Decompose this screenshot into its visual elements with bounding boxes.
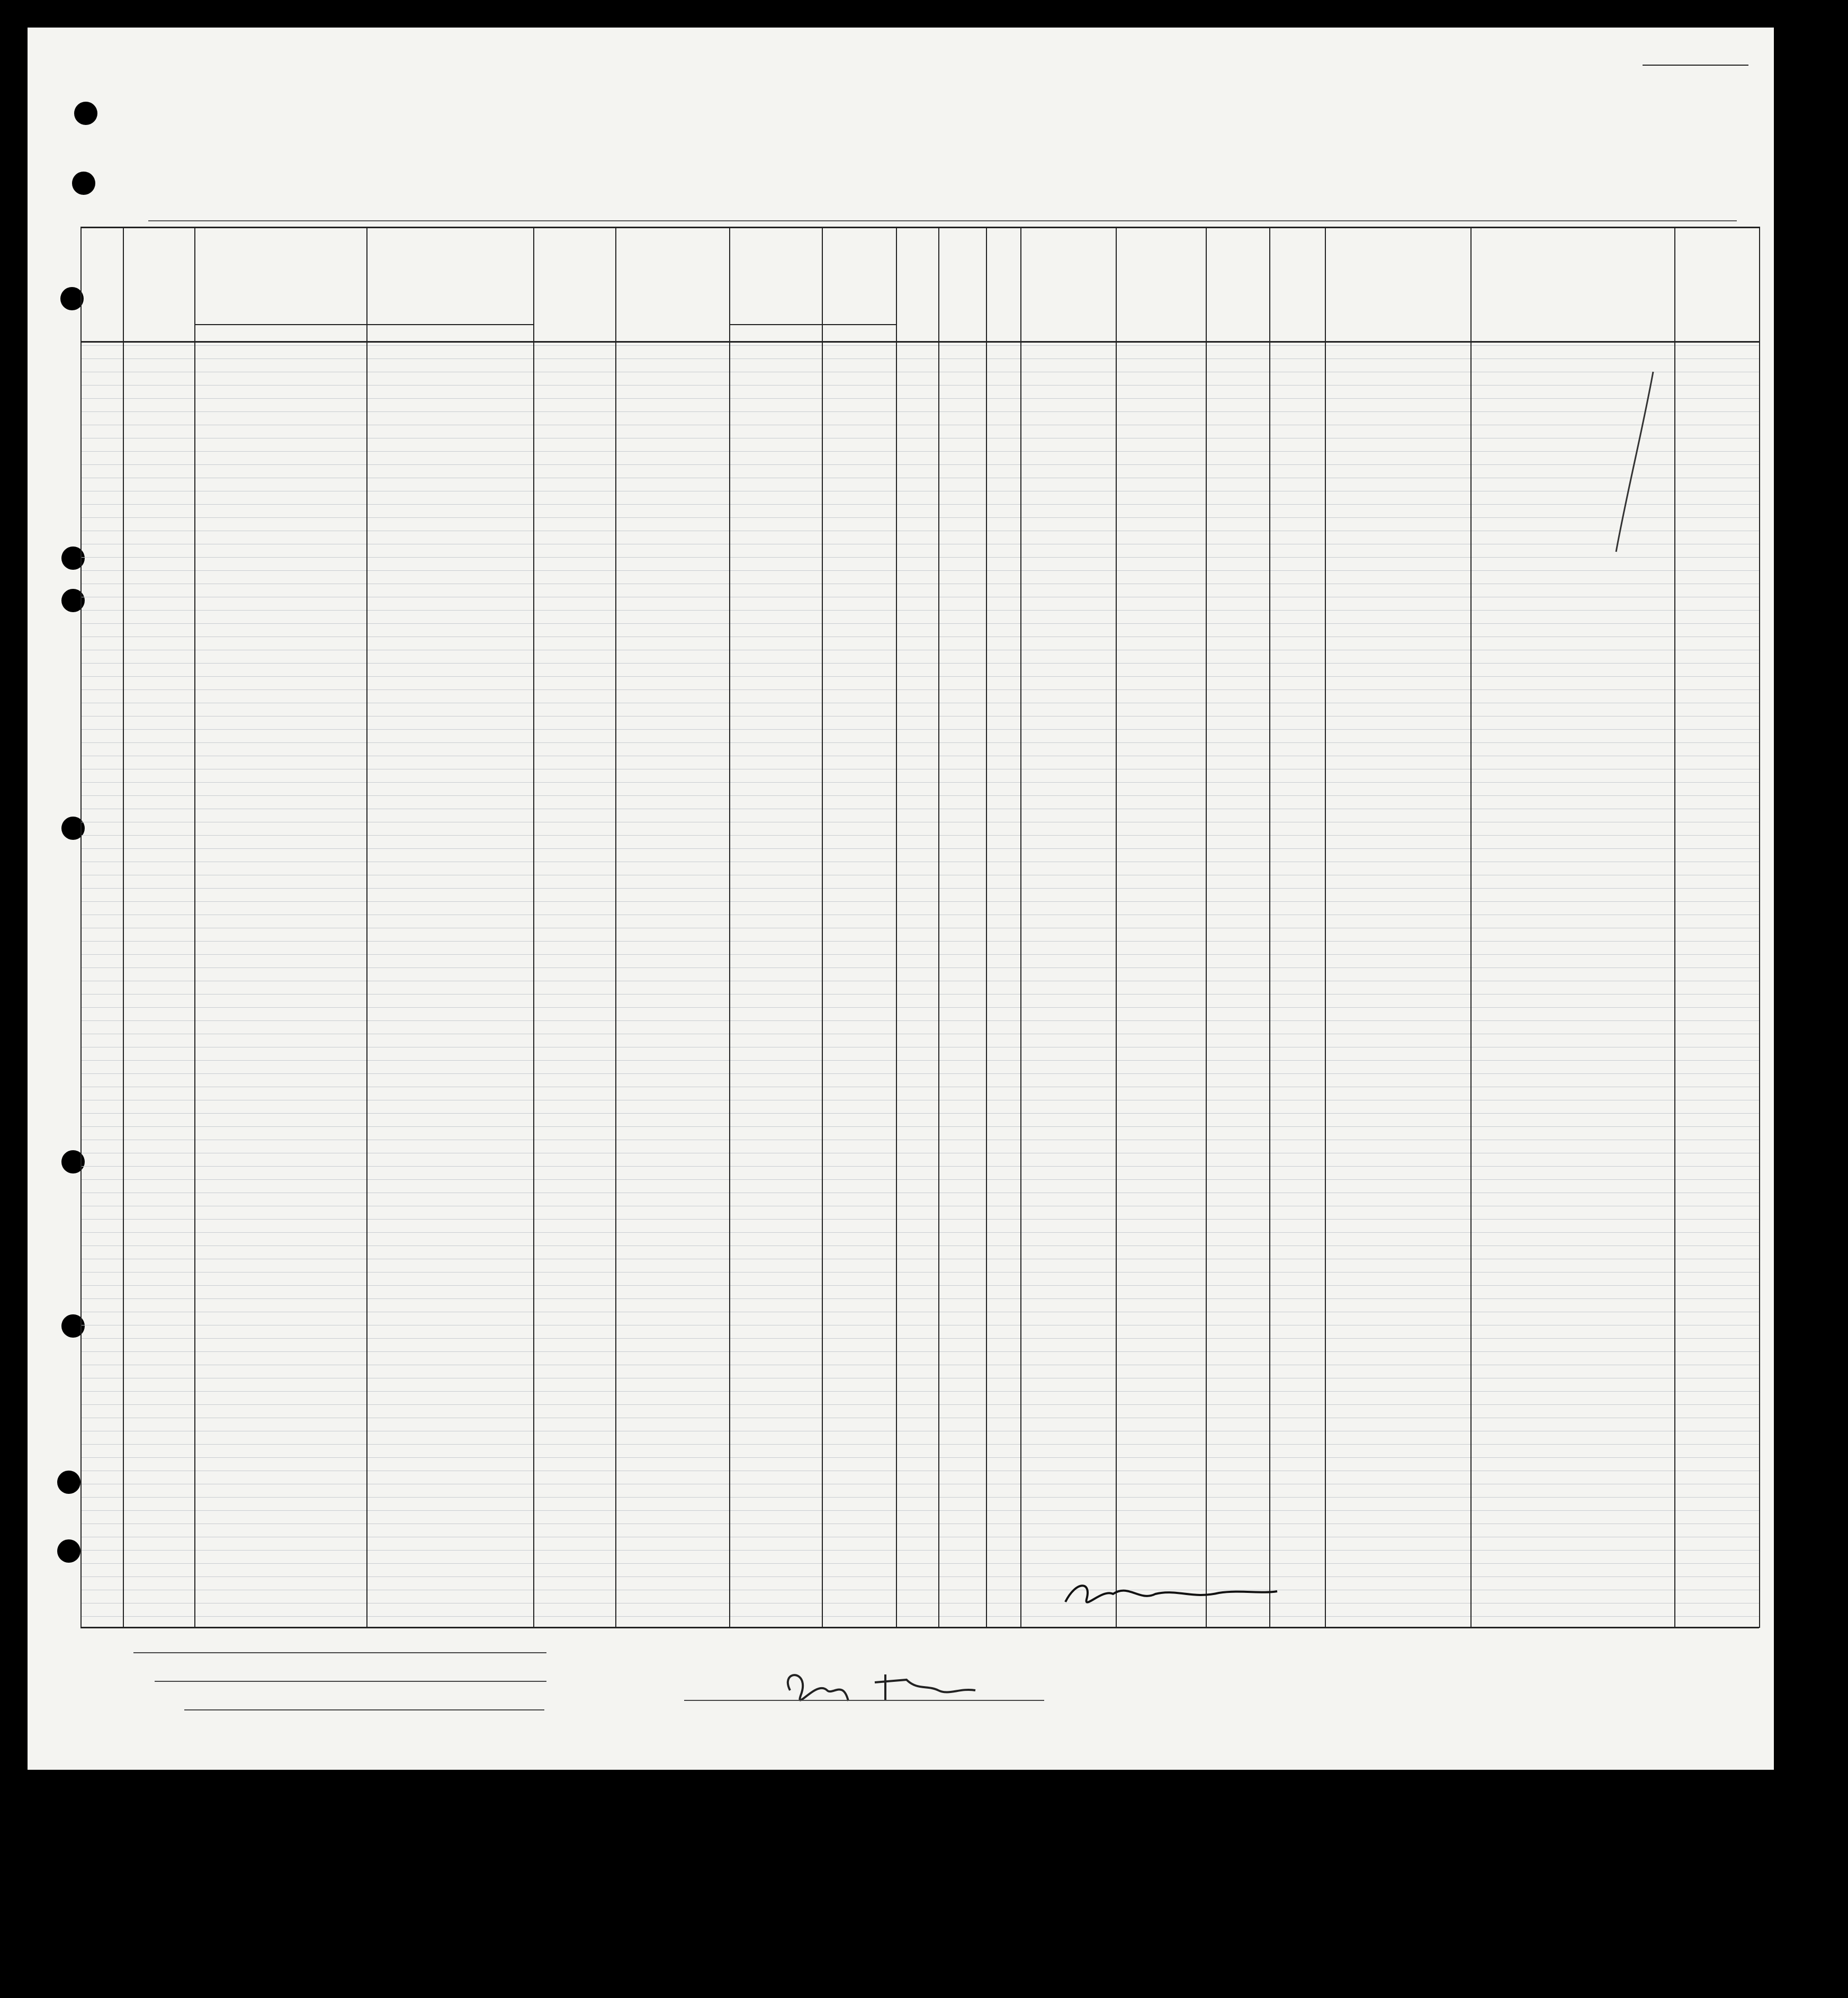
- column-rule: [1020, 227, 1021, 1628]
- column-rule: [1325, 227, 1326, 1628]
- vessel-line-underline: [148, 220, 1737, 221]
- column-rule: [938, 227, 939, 1628]
- column-rule: [1116, 227, 1117, 1628]
- column-rule: [533, 227, 534, 1628]
- column-rule: [80, 227, 82, 1628]
- manifest-sheet: [28, 28, 1774, 1770]
- subheader-rule: [366, 324, 367, 341]
- punch-hole: [57, 1471, 80, 1494]
- shore-leave-stamp: [1510, 302, 1763, 324]
- punch-hole: [72, 172, 95, 195]
- agents-underline: [184, 1709, 544, 1710]
- column-rule: [896, 227, 897, 1628]
- inspector-underline: [684, 1700, 1044, 1701]
- column-rule: [194, 227, 195, 1628]
- line-underline: [133, 1652, 546, 1653]
- sheet-number-underline: [1643, 65, 1748, 66]
- punch-hole: [57, 1539, 80, 1563]
- header-bottom-border: [80, 341, 1759, 343]
- owners-underline: [155, 1681, 546, 1682]
- column-rule: [615, 227, 616, 1628]
- ruled-lines: [80, 345, 1759, 1621]
- column-rule: [986, 227, 987, 1628]
- column-rule: [1674, 227, 1675, 1628]
- column-rule: [1269, 227, 1270, 1628]
- column-rule: [822, 227, 823, 1628]
- subheader-rule: [194, 324, 533, 325]
- table-top-border: [80, 227, 1759, 228]
- table-bottom-border: [80, 1627, 1759, 1628]
- column-rule: [366, 227, 367, 1628]
- pencil-mark: [1611, 366, 1658, 557]
- subheader-rule: [729, 324, 896, 325]
- purser-signature: [1060, 1578, 1282, 1615]
- column-rule: [1206, 227, 1207, 1628]
- column-rule: [123, 227, 124, 1628]
- column-rule: [1759, 227, 1760, 1628]
- column-rule: [1470, 227, 1472, 1628]
- punch-hole: [74, 102, 97, 125]
- column-rule: [729, 227, 730, 1628]
- subheader-rule: [822, 324, 823, 341]
- inspector-signature: [769, 1659, 991, 1717]
